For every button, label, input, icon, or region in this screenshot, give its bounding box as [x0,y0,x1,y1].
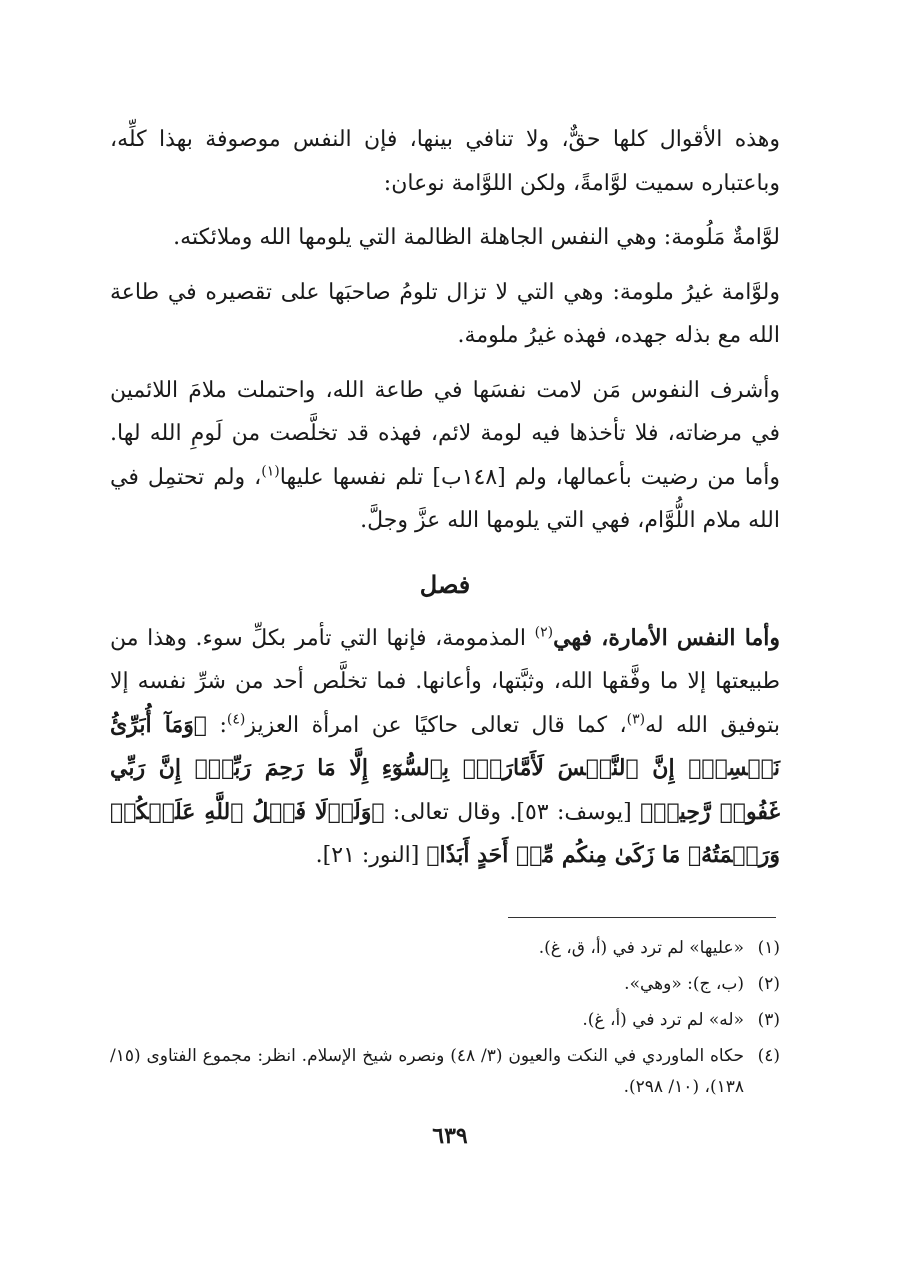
quran-ref-yusuf: [يوسف: ٥٣] [516,799,641,825]
quran-verse-nur: ﴿وَلَوۡلَا فَضۡلُ ٱللَّهِ عَلَيۡكُمۡ وَرَحۡمَتُهُۥ مَا زَكَىٰ مِنكُم مِّنۡ أَحَدٍ أَبَدٗا﴾ [110,798,780,868]
paragraph-3 [110,271,780,358]
page-body [110,118,780,878]
footnote-text: حكاه الماوردي في النكت والعيون (٣/ ٤٨) ونصره شيخ الإسلام. انظر: مجموع الفتاوى (١٥/ ١٣٨)، (١٠/ ٢٩٨). [110,1046,745,1097]
paragraph-5-text-d: . وقال تعالى: [384,799,517,825]
paragraph-4 [110,369,780,543]
footnote-divider [508,917,776,918]
paragraph-2 [110,216,780,260]
paragraph-1 [110,118,780,205]
footnote-text: «له» لم ترد في (أ، غ). [582,1010,744,1030]
paragraph-5 [110,617,780,878]
section-heading: فصل [419,569,471,599]
paragraph-5-text-b: ، كما قال تعالى حاكيًا عن امرأة العزيز [245,712,627,738]
footnote-number: (٤) [757,1046,780,1066]
footnote-number: (١) [757,938,780,958]
paragraph-5-lead: وأما النفس الأمارة، فهي [553,624,780,651]
paragraph-3-text: ولوَّامة غيرُ ملومة: وهي التي لا تزال تلومُ صاحبَها على تقصيره في طاعة الله مع بذله جهده، فهذه غيرُ ملومة. [110,279,780,348]
footnote-text: (ب، ج): «وهي». [624,974,744,994]
footnote-2 [110,969,780,1000]
footnote-ref-1[interactable]: (١) [261,463,280,480]
quran-verse-yusuf: ﴿وَمَآ أُبَرِّئُ نَفۡسِيٓۚ إِنَّ ٱلنَّفۡسَ لَأَمَّارَةُۢ بِٱلسُّوٓءِ إِلَّا مَا رَحِمَ رَبِّيٓۚ إِنَّ رَبِّي غَفُورٞ رَّحِيمٞ﴾ [110,711,780,825]
footnote-text: «عليها» لم ترد في (أ، ق، غ). [538,938,744,958]
paragraph-4-text-b: ، ولم تحتمِل في الله ملام اللُّوَّام، فهي التي يلومها الله عزَّ وجلَّ. [110,464,780,533]
footnote-ref-4[interactable]: (٤) [226,711,246,728]
footnote-4 [110,1041,780,1103]
footnote-number: (٢) [757,974,780,994]
footnote-1 [110,933,780,964]
footnote-number: (٣) [757,1010,780,1030]
footnote-3 [110,1005,780,1036]
footnote-ref-2[interactable]: (٢) [534,624,554,641]
footnotes [110,933,780,1108]
footnote-ref-3[interactable]: (٣) [626,711,646,728]
paragraph-5-text-c: : [207,712,227,738]
paragraph-5-text-a: المذمومة، فإنها التي تأمر بكلِّ سوء. وهذا من طبيعتها إلا ما وفَّقها الله، وثبَّتها، وأعانها. فما تخلَّص أحد من شرِّ نفسه إلا بتوفيق الله له [110,625,780,738]
paragraph-5-text-e: . [315,843,323,868]
page-number: ٦٣٩ [432,1123,468,1149]
paragraph-2-text: لوَّامةٌ مَلُومة: وهي النفس الجاهلة الظالمة التي يلومها الله وملائكته. [173,225,780,250]
paragraph-1-text: وهذه الأقوال كلها حقٌّ، ولا تنافي بينها، فإن النفس موصوفة بهذا كلِّه، وباعتباره سميت لوَّامةً، ولكن اللوَّامة نوعان: [110,127,780,196]
paragraph-4-text-a: وأشرف النفوس مَن لامت نفسَها في طاعة الله، واحتملت ملامَ اللائمين في مرضاته، فلا تأخذها فيه لومة لائم، فهذه قد تخلَّصت من لَومِ الله لها. وأما من رضيت بأعمالها، ولم [١٤٨ب] تلم نفسها عليها [110,377,781,490]
quran-ref-nur: [النور: ٢١] [322,843,427,868]
